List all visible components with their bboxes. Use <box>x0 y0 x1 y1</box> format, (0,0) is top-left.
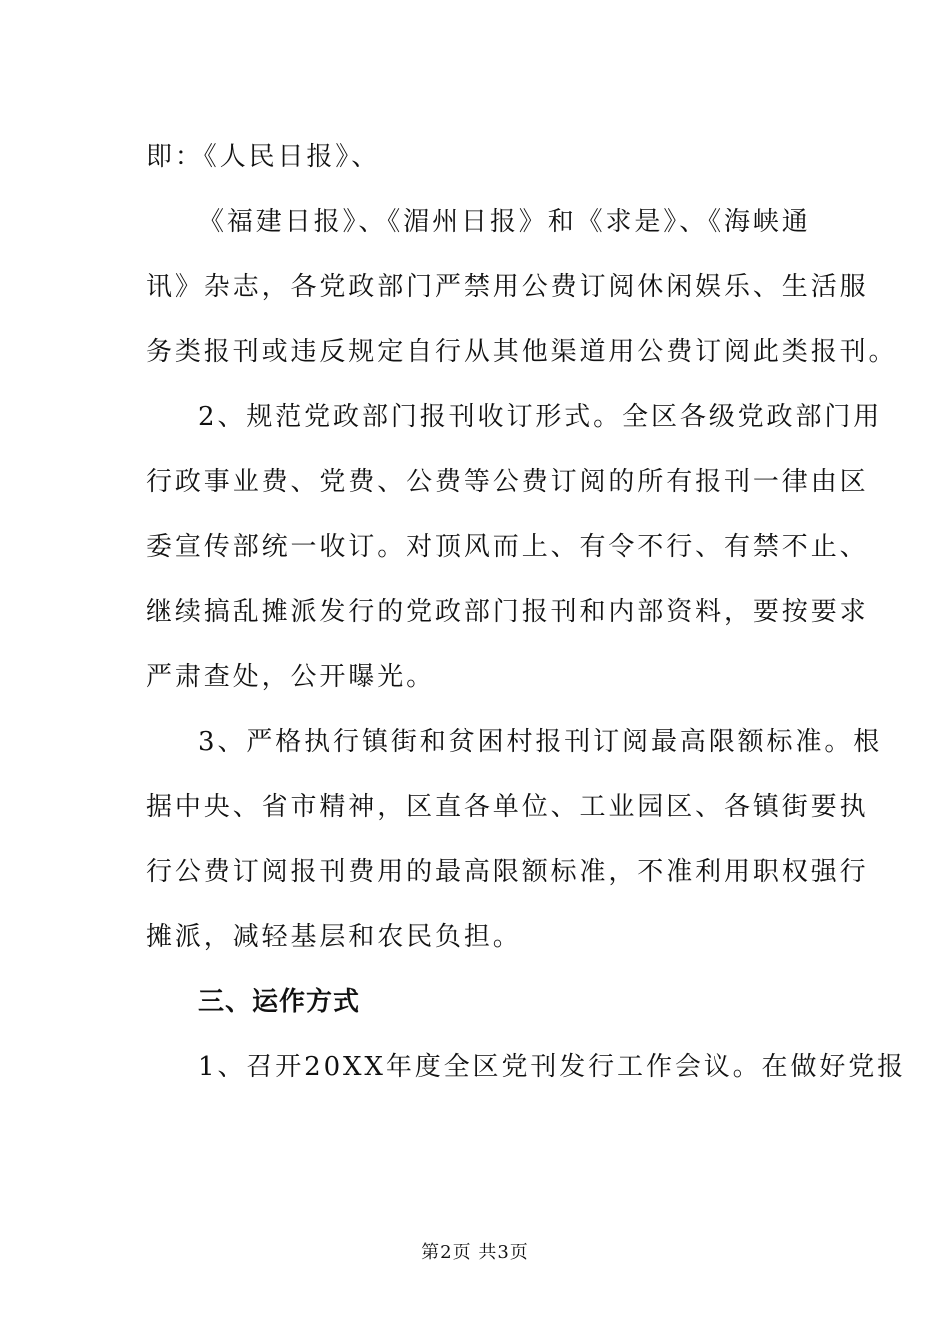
text-line: 委宣传部统一收订。对顶风而上、有令不行、有禁不止、 <box>146 532 869 562</box>
text-line: 严肃查处，公开曝光。 <box>146 662 436 692</box>
document-body <box>146 125 907 1100</box>
page-number-footer: 第2页 共3页 <box>421 1242 529 1263</box>
text-line: 即：《人民日报》、 <box>146 142 381 172</box>
text-line: 行公费订阅报刊费用的最高限额标准，不准利用职权强行 <box>146 857 869 887</box>
text-line: 《福建日报》、《湄州日报》和《求是》、《海峡通 <box>198 207 811 237</box>
text-line: 摊派，减轻基层和农民负担。 <box>146 922 522 952</box>
paragraph-item-3: 3、严格执行镇街和贫困村报刊订阅最高限额标准。根 <box>198 727 883 757</box>
text-line: 行政事业费、党费、公费等公费订阅的所有报刊一律由区 <box>146 467 869 497</box>
text-line: 据中央、省市精神，区直各单位、工业园区、各镇街要执 <box>146 792 869 822</box>
text-line: 讯》杂志，各党政部门严禁用公费订阅休闲娱乐、生活服 <box>146 272 869 302</box>
text-line: 务类报刊或违反规定自行从其他渠道用公费订阅此类报刊。 <box>146 337 898 367</box>
paragraph-item-1: 1、召开20XX年度全区党刊发行工作会议。在做好党报 <box>198 1052 907 1082</box>
text-line: 继续搞乱摊派发行的党政部门报刊和内部资料，要按要求 <box>146 597 869 627</box>
section-heading: 三、运作方式 <box>198 987 361 1017</box>
paragraph-item-2: 2、规范党政部门报刊收订形式。全区各级党政部门用 <box>198 402 883 432</box>
